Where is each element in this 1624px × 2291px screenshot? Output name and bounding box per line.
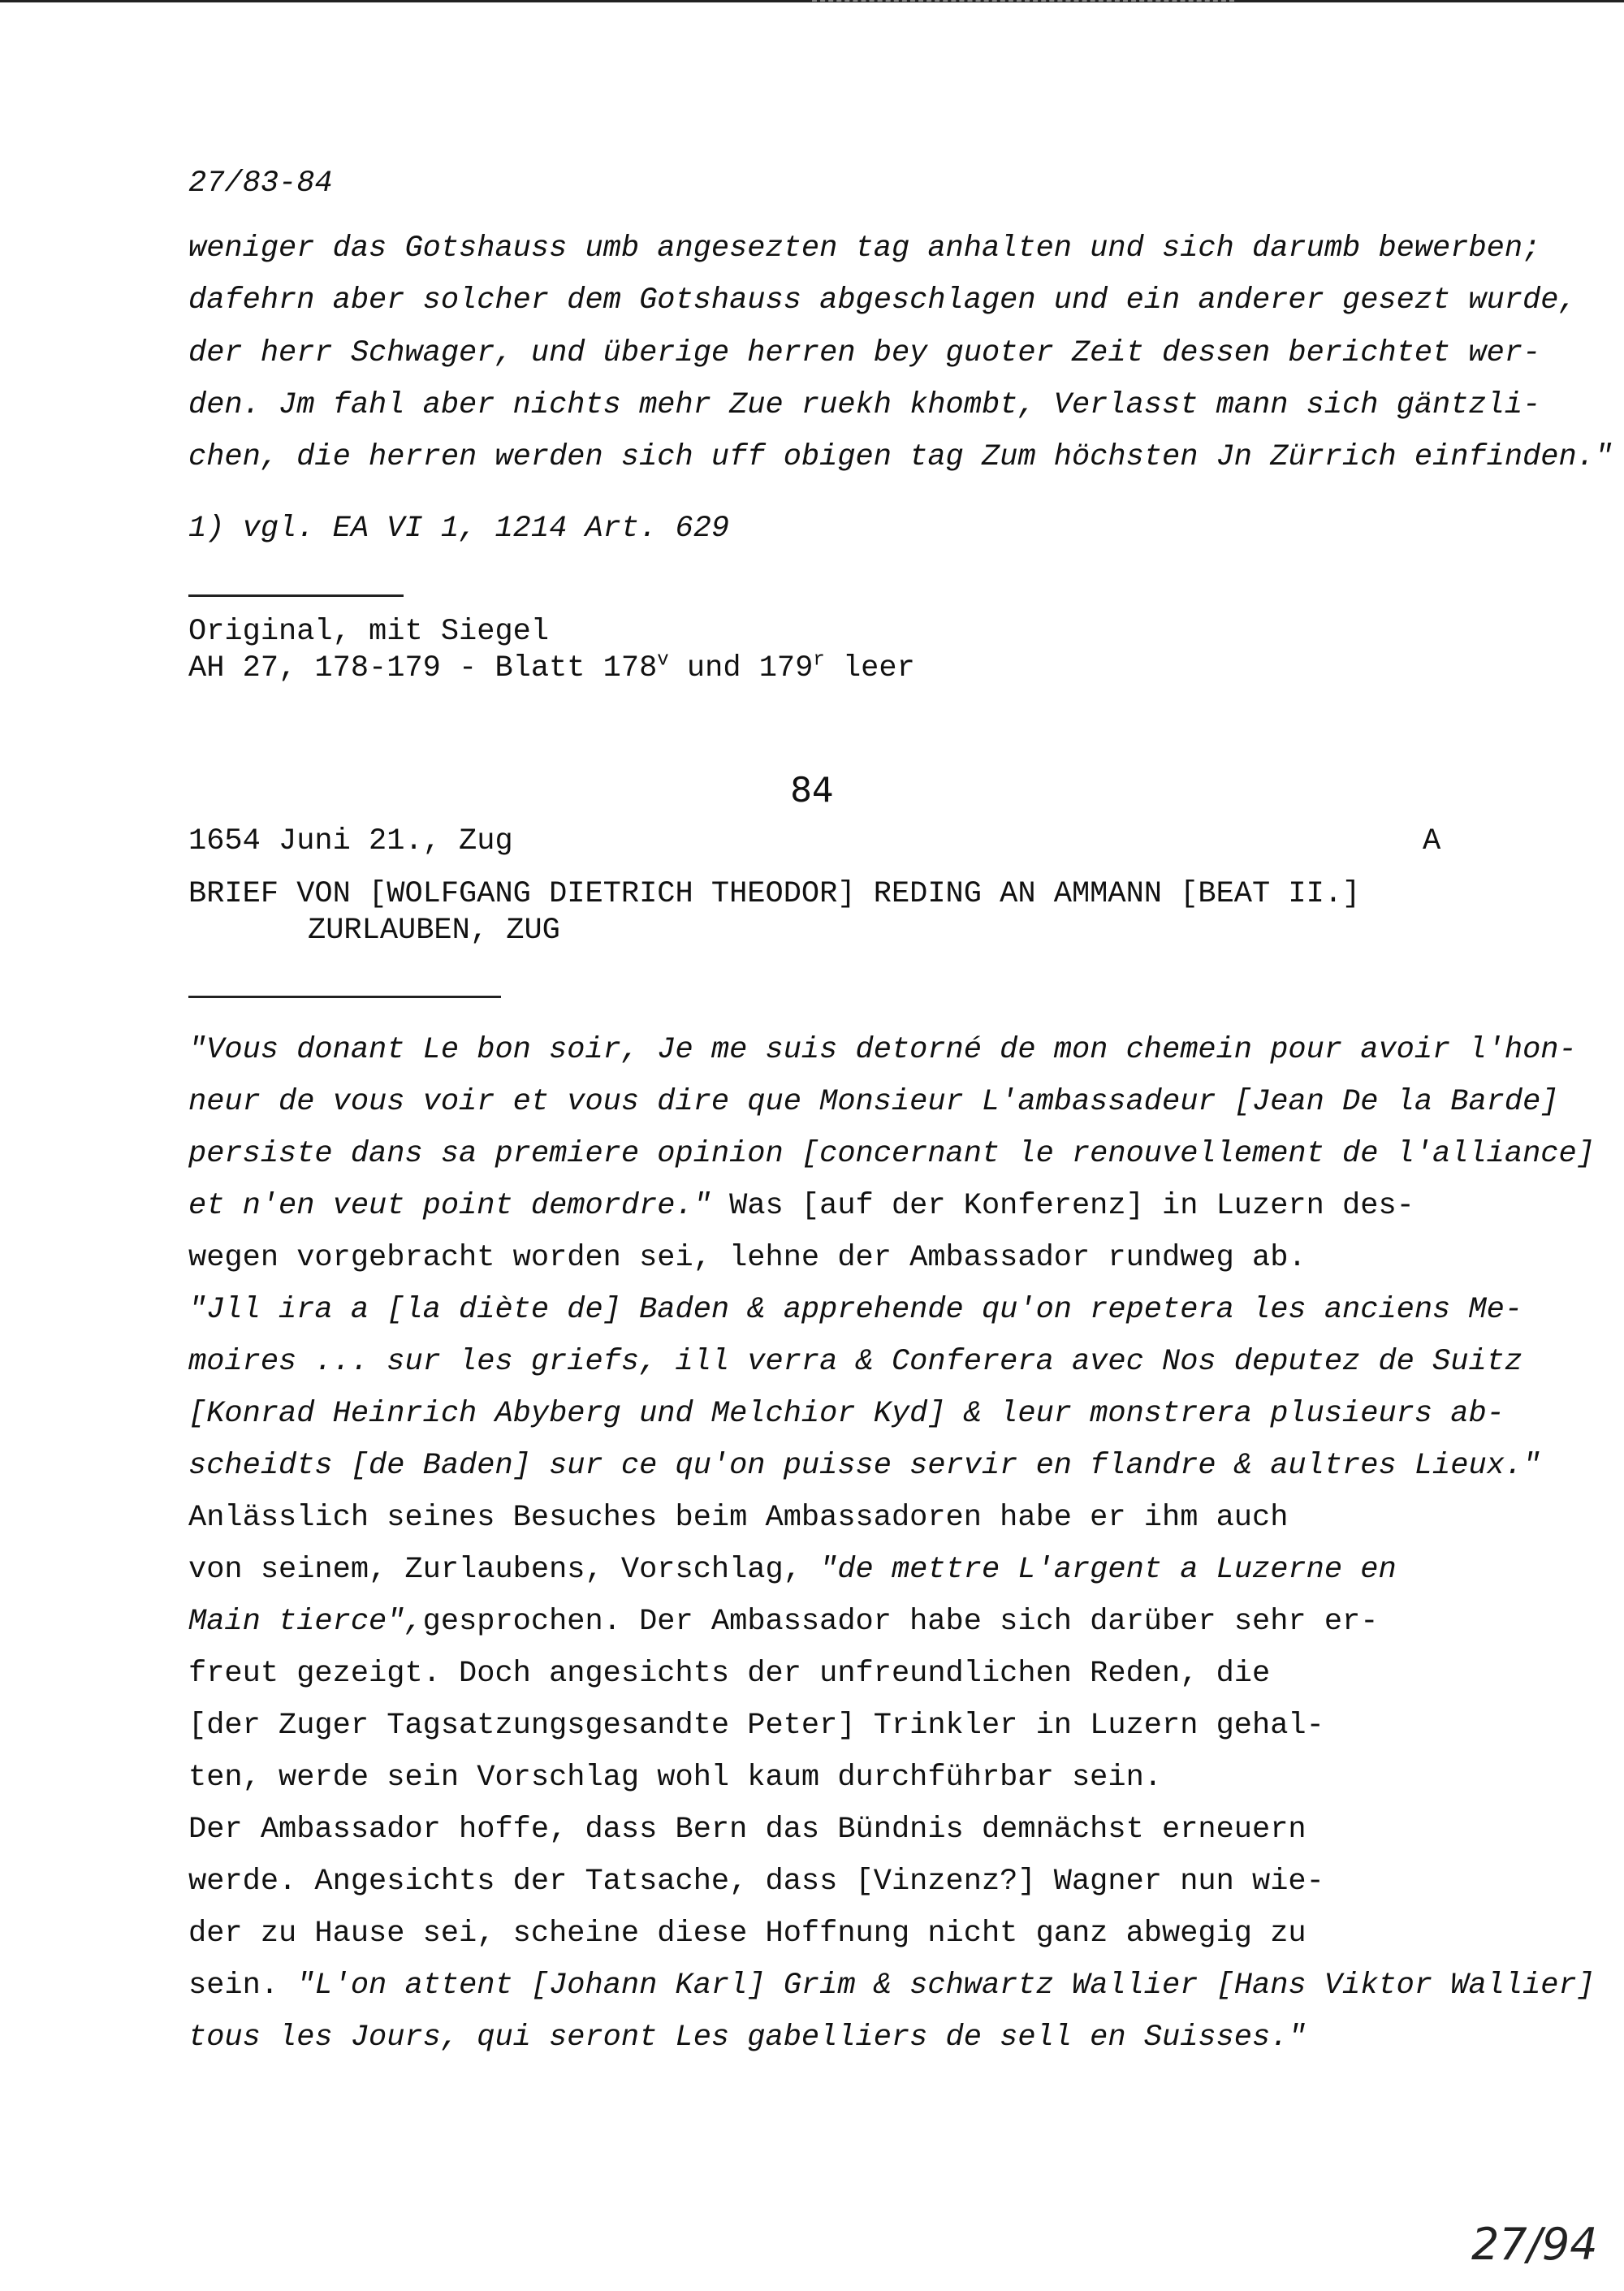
body-line-11 xyxy=(188,1553,1397,1587)
body-line-12 xyxy=(188,1605,1378,1639)
source-line-2 xyxy=(188,651,915,685)
handwritten-page-reference: 27/94 xyxy=(1471,2219,1598,2270)
prev-letter-line-1: weniger das Gotshauss umb angesezten tag anhalten und sich darumb bewerben; xyxy=(188,231,1541,266)
body-line-20: tous les Jours, qui seront Les gabelliers de sell en Suisses." xyxy=(188,2021,1307,2055)
document-number: 84 xyxy=(790,770,834,810)
body-line-1: "Vous donant Le bon soir, Je me suis detorné de mon chemein pour avoir l'hon- xyxy=(188,1033,1577,1067)
date-place: 1654 Juni 21., Zug xyxy=(188,824,513,858)
body-line-2: neur de vous voir et vous dire que Monsieur L'ambassadeur [Jean De la Barde] xyxy=(188,1085,1559,1119)
source-sup-r: r xyxy=(813,649,825,672)
prev-letter-line-2: dafehrn aber solcher dem Gotshauss abgeschlagen und ein anderer gesezt wurde, xyxy=(188,283,1577,318)
source-line-2-suffix: leer xyxy=(824,651,915,685)
body-line-3: persiste dans sa premiere opinion [concernant le renouvellement de l'alliance] xyxy=(188,1137,1595,1171)
body-divider xyxy=(188,996,501,998)
footnote: 1) vgl. EA VI 1, 1214 Art. 629 xyxy=(188,512,730,546)
scan-top-noise xyxy=(812,0,1234,6)
source-divider xyxy=(188,594,404,597)
prev-letter-line-5: chen, die herren werden sich uff obigen tag Zum höchsten Jn Zürrich einfinden." xyxy=(188,440,1613,474)
body-line-11-text: von seinem, Zurlaubens, Vorschlag, xyxy=(188,1553,820,1587)
body-line-4 xyxy=(188,1189,1415,1223)
body-line-9: scheidts [de Baden] sur ce qu'on puisse servir en flandre & aultres Lieux." xyxy=(188,1449,1541,1483)
prev-letter-line-3: der herr Schwager, und überige herren bey guoter Zeit dessen berichtet wer- xyxy=(188,336,1541,370)
marker-letter: A xyxy=(1423,824,1441,858)
body-line-16: Der Ambassador hoffe, dass Bern das Bündnis demnächst erneuern xyxy=(188,1813,1307,1847)
body-line-13: freut gezeigt. Doch angesichts der unfreundlichen Reden, die xyxy=(188,1657,1271,1691)
source-sup-v: v xyxy=(657,649,669,672)
body-line-4-text: Was [auf der Konferenz] in Luzern des- xyxy=(710,1189,1415,1223)
source-line-1: Original, mit Siegel xyxy=(188,615,550,649)
body-line-18: der zu Hause sei, scheine diese Hoffnung nicht ganz abwegig zu xyxy=(188,1917,1307,1951)
body-line-7: moires ... sur les griefs, ill verra & Conferera avec Nos deputez de Suitz xyxy=(188,1345,1523,1379)
body-line-19-quote: "L'on attent [Johann Karl] Grim & schwartz Wallier [Hans Viktor Wallier] xyxy=(296,1969,1595,2003)
body-line-12-text: gesprochen. Der Ambassador habe sich darüber sehr er- xyxy=(422,1605,1379,1639)
body-line-15: ten, werde sein Vorschlag wohl kaum durchführbar sein. xyxy=(188,1761,1162,1795)
body-line-8: [Konrad Heinrich Abyberg und Melchior Kyd] & leur monstrera plusieurs ab- xyxy=(188,1397,1505,1431)
body-line-17: werde. Angesichts der Tatsache, dass [Vinzenz?] Wagner nun wie- xyxy=(188,1865,1324,1899)
title-line-2: ZURLAUBEN, ZUG xyxy=(308,914,560,948)
title-line-1: BRIEF VON [WOLFGANG DIETRICH THEODOR] REDING AN AMMANN [BEAT II.] xyxy=(188,877,1361,911)
body-line-11-quote: "de mettre L'argent a Luzerne en xyxy=(819,1553,1397,1587)
body-line-19-text: sein. xyxy=(188,1969,297,2003)
prev-letter-line-4: den. Jm fahl aber nichts mehr Zue ruekh khombt, Verlasst mann sich gäntzli- xyxy=(188,388,1541,422)
archive-reference: 27/83-84 xyxy=(188,166,333,201)
body-line-4-quote: et n'en veut point demordre." xyxy=(188,1189,711,1223)
body-line-6: "Jll ira a [la diète de] Baden & apprehende qu'on repetera les anciens Me- xyxy=(188,1293,1523,1327)
body-line-10: Anlässlich seines Besuches beim Ambassadoren habe er ihm auch xyxy=(188,1501,1289,1535)
body-line-19 xyxy=(188,1969,1595,2003)
body-line-5: wegen vorgebracht worden sei, lehne der Ambassador rundweg ab. xyxy=(188,1241,1307,1275)
source-line-2-mid: und 179 xyxy=(668,651,814,685)
body-line-12-quote: Main tierce", xyxy=(188,1605,423,1639)
source-line-2-prefix: AH 27, 178-179 - Blatt 178 xyxy=(188,651,658,685)
body-line-14: [der Zuger Tagsatzungsgesandte Peter] Trinkler in Luzern gehal- xyxy=(188,1709,1324,1743)
